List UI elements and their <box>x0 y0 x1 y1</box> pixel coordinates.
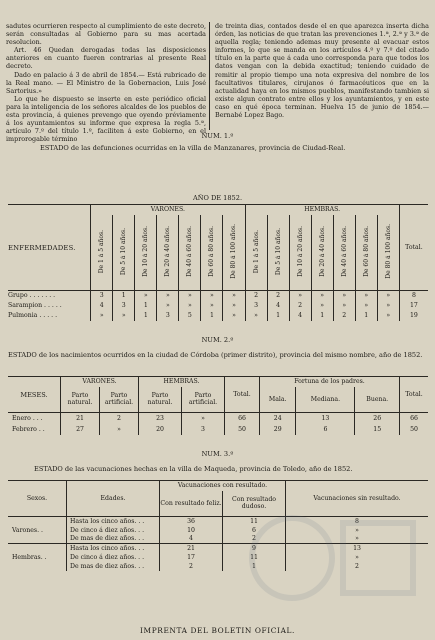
table-row <box>8 535 428 544</box>
table-cell: 29 <box>260 424 296 435</box>
age-column-header <box>135 215 157 291</box>
table-number: NUM. 1.º <box>201 132 234 140</box>
age-column-header <box>223 215 245 291</box>
table-cell: » <box>201 291 223 301</box>
column-header: HEMBRAS. <box>245 205 399 215</box>
table-cell: 6 <box>223 526 286 535</box>
column-header: Mala. <box>260 387 296 413</box>
table-cell: 2 <box>245 291 267 301</box>
table-cell: 11 <box>223 517 286 526</box>
age-column-header <box>201 215 223 291</box>
age-column-label: De 60 á 80 años. <box>208 225 216 277</box>
age-column-header <box>333 215 355 291</box>
column-header: MESES. <box>8 377 61 413</box>
table-cell: » <box>179 291 201 301</box>
table-cell: 11 <box>223 553 286 562</box>
age-label: Hasta los cinco años. . . <box>67 517 160 526</box>
age-column-header <box>267 215 289 291</box>
table-cell: » <box>223 291 245 301</box>
table-cell: » <box>355 301 377 311</box>
column-header: Edades. <box>67 481 160 517</box>
table-cell: » <box>286 535 429 544</box>
column-divider <box>209 22 210 130</box>
column-header: Fortuna de los padres. <box>260 377 400 387</box>
table-cell: » <box>311 301 333 311</box>
table-cell: 66 <box>400 413 429 424</box>
table-cell: » <box>223 301 245 311</box>
table-cell: » <box>311 291 333 301</box>
left-text-column <box>6 22 206 143</box>
age-column-label: De 5 á 10 años. <box>274 227 282 275</box>
table-cell: » <box>333 291 355 301</box>
column-header: Vacunaciones sin resultado. <box>286 481 429 517</box>
table-cell: » <box>286 553 429 562</box>
right-text-column <box>215 22 429 119</box>
column-header: Buena. <box>355 387 400 413</box>
table-cell: 1 <box>135 301 157 311</box>
column-header: Sexos. <box>8 481 67 517</box>
table-cell: 2 <box>286 562 429 571</box>
sex-label: Varones. . <box>12 526 43 534</box>
table-cell: 17 <box>160 553 223 562</box>
table-cell: 2 <box>160 562 223 571</box>
table-cell: » <box>245 311 267 321</box>
table-cell: 27 <box>61 424 100 435</box>
table-cell: 2 <box>100 413 139 424</box>
table-cell: 1 <box>311 311 333 321</box>
table-cell: 3 <box>157 311 179 321</box>
table-row <box>8 301 428 311</box>
column-header: Total. <box>400 377 429 413</box>
age-column-header <box>289 215 311 291</box>
table-cell: 66 <box>225 413 260 424</box>
column-header: HEMBRAS. <box>139 377 225 387</box>
table-row <box>8 424 428 435</box>
table-cell: 1 <box>355 311 377 321</box>
column-header: VARONES. <box>91 205 245 215</box>
table-cell: 8 <box>286 517 429 526</box>
age-column-header <box>245 215 267 291</box>
row-total: 19 <box>399 311 428 321</box>
table-cell: 10 <box>160 526 223 535</box>
table-cell: 21 <box>160 544 223 553</box>
table-row <box>8 311 428 321</box>
table-cell: 3 <box>182 424 225 435</box>
table-cell: » <box>179 301 201 311</box>
age-column-label: De 10 á 20 años. <box>142 225 150 277</box>
column-header: Total. <box>399 205 428 291</box>
table-cell: » <box>377 291 399 301</box>
table-row <box>8 413 428 424</box>
table-cell: 4 <box>289 311 311 321</box>
age-column-label: De 40 á 60 años. <box>340 225 348 277</box>
table-cell: » <box>377 301 399 311</box>
table-row <box>8 526 428 535</box>
paragraph: sadutes ocurrieren respecto al cumplimiento de este decreto, serán consultadas al Gobierno para su mas acertada resolucion. <box>6 22 206 47</box>
table-cell: » <box>377 311 399 321</box>
table-cell: » <box>100 424 139 435</box>
table-cell: » <box>286 526 429 535</box>
age-column-header <box>113 215 135 291</box>
age-column-header <box>377 215 399 291</box>
paragraph: de treinta dias, contados desde el en que aparezca inserta dicha órden, las noticias de que tratan las prevenciones 1.ª, 2.ª y 3.ª de aquella regla; teniendo ademas muy presente al evacuar estos informes, lo que se manda en los artículos 4.º y 7.º del citado título en la parte que á cada uno corresponda para que todos los datos vengan con la debida exactitud; teniendo cuidado de remitir al propio tiempo una nota expresiva del nombre de los facultativos titulares, cirujanos ó farmacéuticos que en la actualidad haya en los mismos pueblos, manifestando tambien si existe algun contrato entre ellos y los ayuntamientos, y en este caso en qué época terminan. Huelva 15 de junio de 1854.—Bernabé Lopez Bago. <box>215 22 429 120</box>
row-label: Sarampion . . . . . <box>8 302 62 309</box>
deaths-table <box>8 204 428 321</box>
column-header: Parto artificial. <box>182 387 225 413</box>
row-total: 8 <box>399 291 428 301</box>
table-cell: 21 <box>61 413 100 424</box>
table-cell: 2 <box>333 311 355 321</box>
table-cell: » <box>201 301 223 311</box>
table-cell: 23 <box>139 413 182 424</box>
age-column-label: De 5 á 10 años. <box>120 227 128 275</box>
table-number: NUM. 3.º <box>201 450 234 458</box>
table-cell: 4 <box>91 301 113 311</box>
table-cell: 9 <box>223 544 286 553</box>
age-column-header <box>91 215 113 291</box>
table-cell: 1 <box>135 311 157 321</box>
age-column-header <box>311 215 333 291</box>
table-row <box>8 562 428 571</box>
table-cell: » <box>157 301 179 311</box>
table-cell: 1 <box>113 291 135 301</box>
table-cell: 3 <box>113 301 135 311</box>
table-cell: » <box>91 311 113 321</box>
table-title: ESTADO de los nacimientos ocurridos en la ciudad de Córdoba (primer distrito), provincia del mismo nombre, año de 1852. <box>8 351 423 359</box>
table-title: ESTADO de las vacunaciones hechas en la villa de Maqueda, provincia de Toledo, año de 1852. <box>34 465 353 473</box>
column-header: Mediana. <box>296 387 355 413</box>
row-label: Febrero . . <box>12 425 45 433</box>
age-label: De cinco á diez años. . . <box>67 553 160 562</box>
table-cell: 13 <box>286 544 429 553</box>
table-cell: 3 <box>245 301 267 311</box>
table-cell: » <box>223 311 245 321</box>
printer-imprint: IMPRENTA DEL BOLETIN OFICIAL. <box>140 626 295 635</box>
table-cell: 20 <box>139 424 182 435</box>
age-column-label: De 1 á 5 años. <box>98 229 106 273</box>
age-label: De cinco á diez años. . . <box>67 526 160 535</box>
table-row <box>8 553 428 562</box>
table-year: AÑO DE 1852. <box>192 194 243 202</box>
column-header: ENFERMEDADES. <box>8 205 91 291</box>
vaccination-table <box>8 480 428 571</box>
table-cell: » <box>333 301 355 311</box>
age-column-label: De 40 á 60 años. <box>186 225 194 277</box>
column-header: Vacunaciones con resultado. <box>160 481 286 491</box>
age-label: De mas de diez años. . . <box>67 535 160 544</box>
table-cell: 6 <box>296 424 355 435</box>
table-cell: » <box>355 291 377 301</box>
paragraph: Lo que he dispuesto se inserte en este periódico oficial para la inteligencia de los señores alcaldes de los pueblos de esta provincia, á quienes prevengo que oyendo préviamente á los ayuntamientos su informe que expresa la regla 5.ª, artículo 7.º del título 1.º, faciliten á este Gobierno, en el improrogable término <box>6 94 206 144</box>
table-cell: 1 <box>201 311 223 321</box>
table-cell: 4 <box>267 301 289 311</box>
age-column-label: De 80 á 100 años. <box>230 223 238 279</box>
column-header: Total. <box>225 377 260 413</box>
table-cell: » <box>289 291 311 301</box>
age-column-label: De 80 á 100 años. <box>384 223 392 279</box>
table-cell: 24 <box>260 413 296 424</box>
age-label: De mas de diez años. . . <box>67 562 160 571</box>
table-cell: 2 <box>289 301 311 311</box>
column-header: Parto natural. <box>61 387 100 413</box>
table-cell: » <box>157 291 179 301</box>
table-row <box>8 544 428 553</box>
table-cell: 2 <box>223 535 286 544</box>
table-cell: » <box>182 413 225 424</box>
column-header: VARONES. <box>61 377 139 387</box>
table-cell: » <box>135 291 157 301</box>
age-column-label: De 20 á 40 años. <box>164 225 172 277</box>
row-total: 17 <box>399 301 428 311</box>
table-number: NUM. 2.º <box>201 336 234 344</box>
table-cell: 1 <box>223 562 286 571</box>
age-label: Hasta los cinco años. . . <box>67 544 160 553</box>
table-cell: 15 <box>355 424 400 435</box>
age-column-label: De 10 á 20 años. <box>296 225 304 277</box>
table-cell: 5 <box>179 311 201 321</box>
paragraph: Art. 46 Quedan derogadas todas las disposiciones anteriores en cuanto fueren contrarias al presente Real decreto. <box>6 46 206 71</box>
table-cell: 26 <box>355 413 400 424</box>
column-header: Parto natural. <box>139 387 182 413</box>
table-cell: 50 <box>400 424 429 435</box>
table-cell: 4 <box>160 535 223 544</box>
table-row <box>8 291 428 301</box>
table-cell: » <box>113 311 135 321</box>
age-column-header <box>157 215 179 291</box>
age-column-label: De 60 á 80 años. <box>362 225 370 277</box>
births-table <box>8 376 428 435</box>
table-cell: 3 <box>91 291 113 301</box>
column-header: Con resultado feliz. <box>160 491 223 517</box>
sex-label: Hembras. . <box>8 544 67 571</box>
table-title: ESTADO de las defunciones ocurridas en la villa de Manzanares, provincia de Ciudad-Real. <box>40 144 346 152</box>
table-cell: 50 <box>225 424 260 435</box>
age-column-header <box>179 215 201 291</box>
paragraph: Dado en palacio á 3 de abril de 1854.— Está rubricado de la Real mano. — El Ministro de la Gobernacion, Luis José Sartorius.» <box>6 70 206 95</box>
row-label: Pulmonia . . . . . <box>8 312 58 319</box>
age-column-label: De 1 á 5 años. <box>252 229 260 273</box>
table-cell: 13 <box>296 413 355 424</box>
row-label: Grupo . . . . . . . <box>8 292 56 300</box>
age-column-label: De 20 á 40 años. <box>318 225 326 277</box>
table-cell: 36 <box>160 517 223 526</box>
table-cell: 1 <box>267 311 289 321</box>
table-cell: 2 <box>267 291 289 301</box>
table-row <box>8 517 428 526</box>
row-label: Enero . . . <box>12 414 43 422</box>
column-header: Parto artificial. <box>100 387 139 413</box>
column-header: Con resultado dudoso. <box>223 491 286 517</box>
age-column-header <box>355 215 377 291</box>
